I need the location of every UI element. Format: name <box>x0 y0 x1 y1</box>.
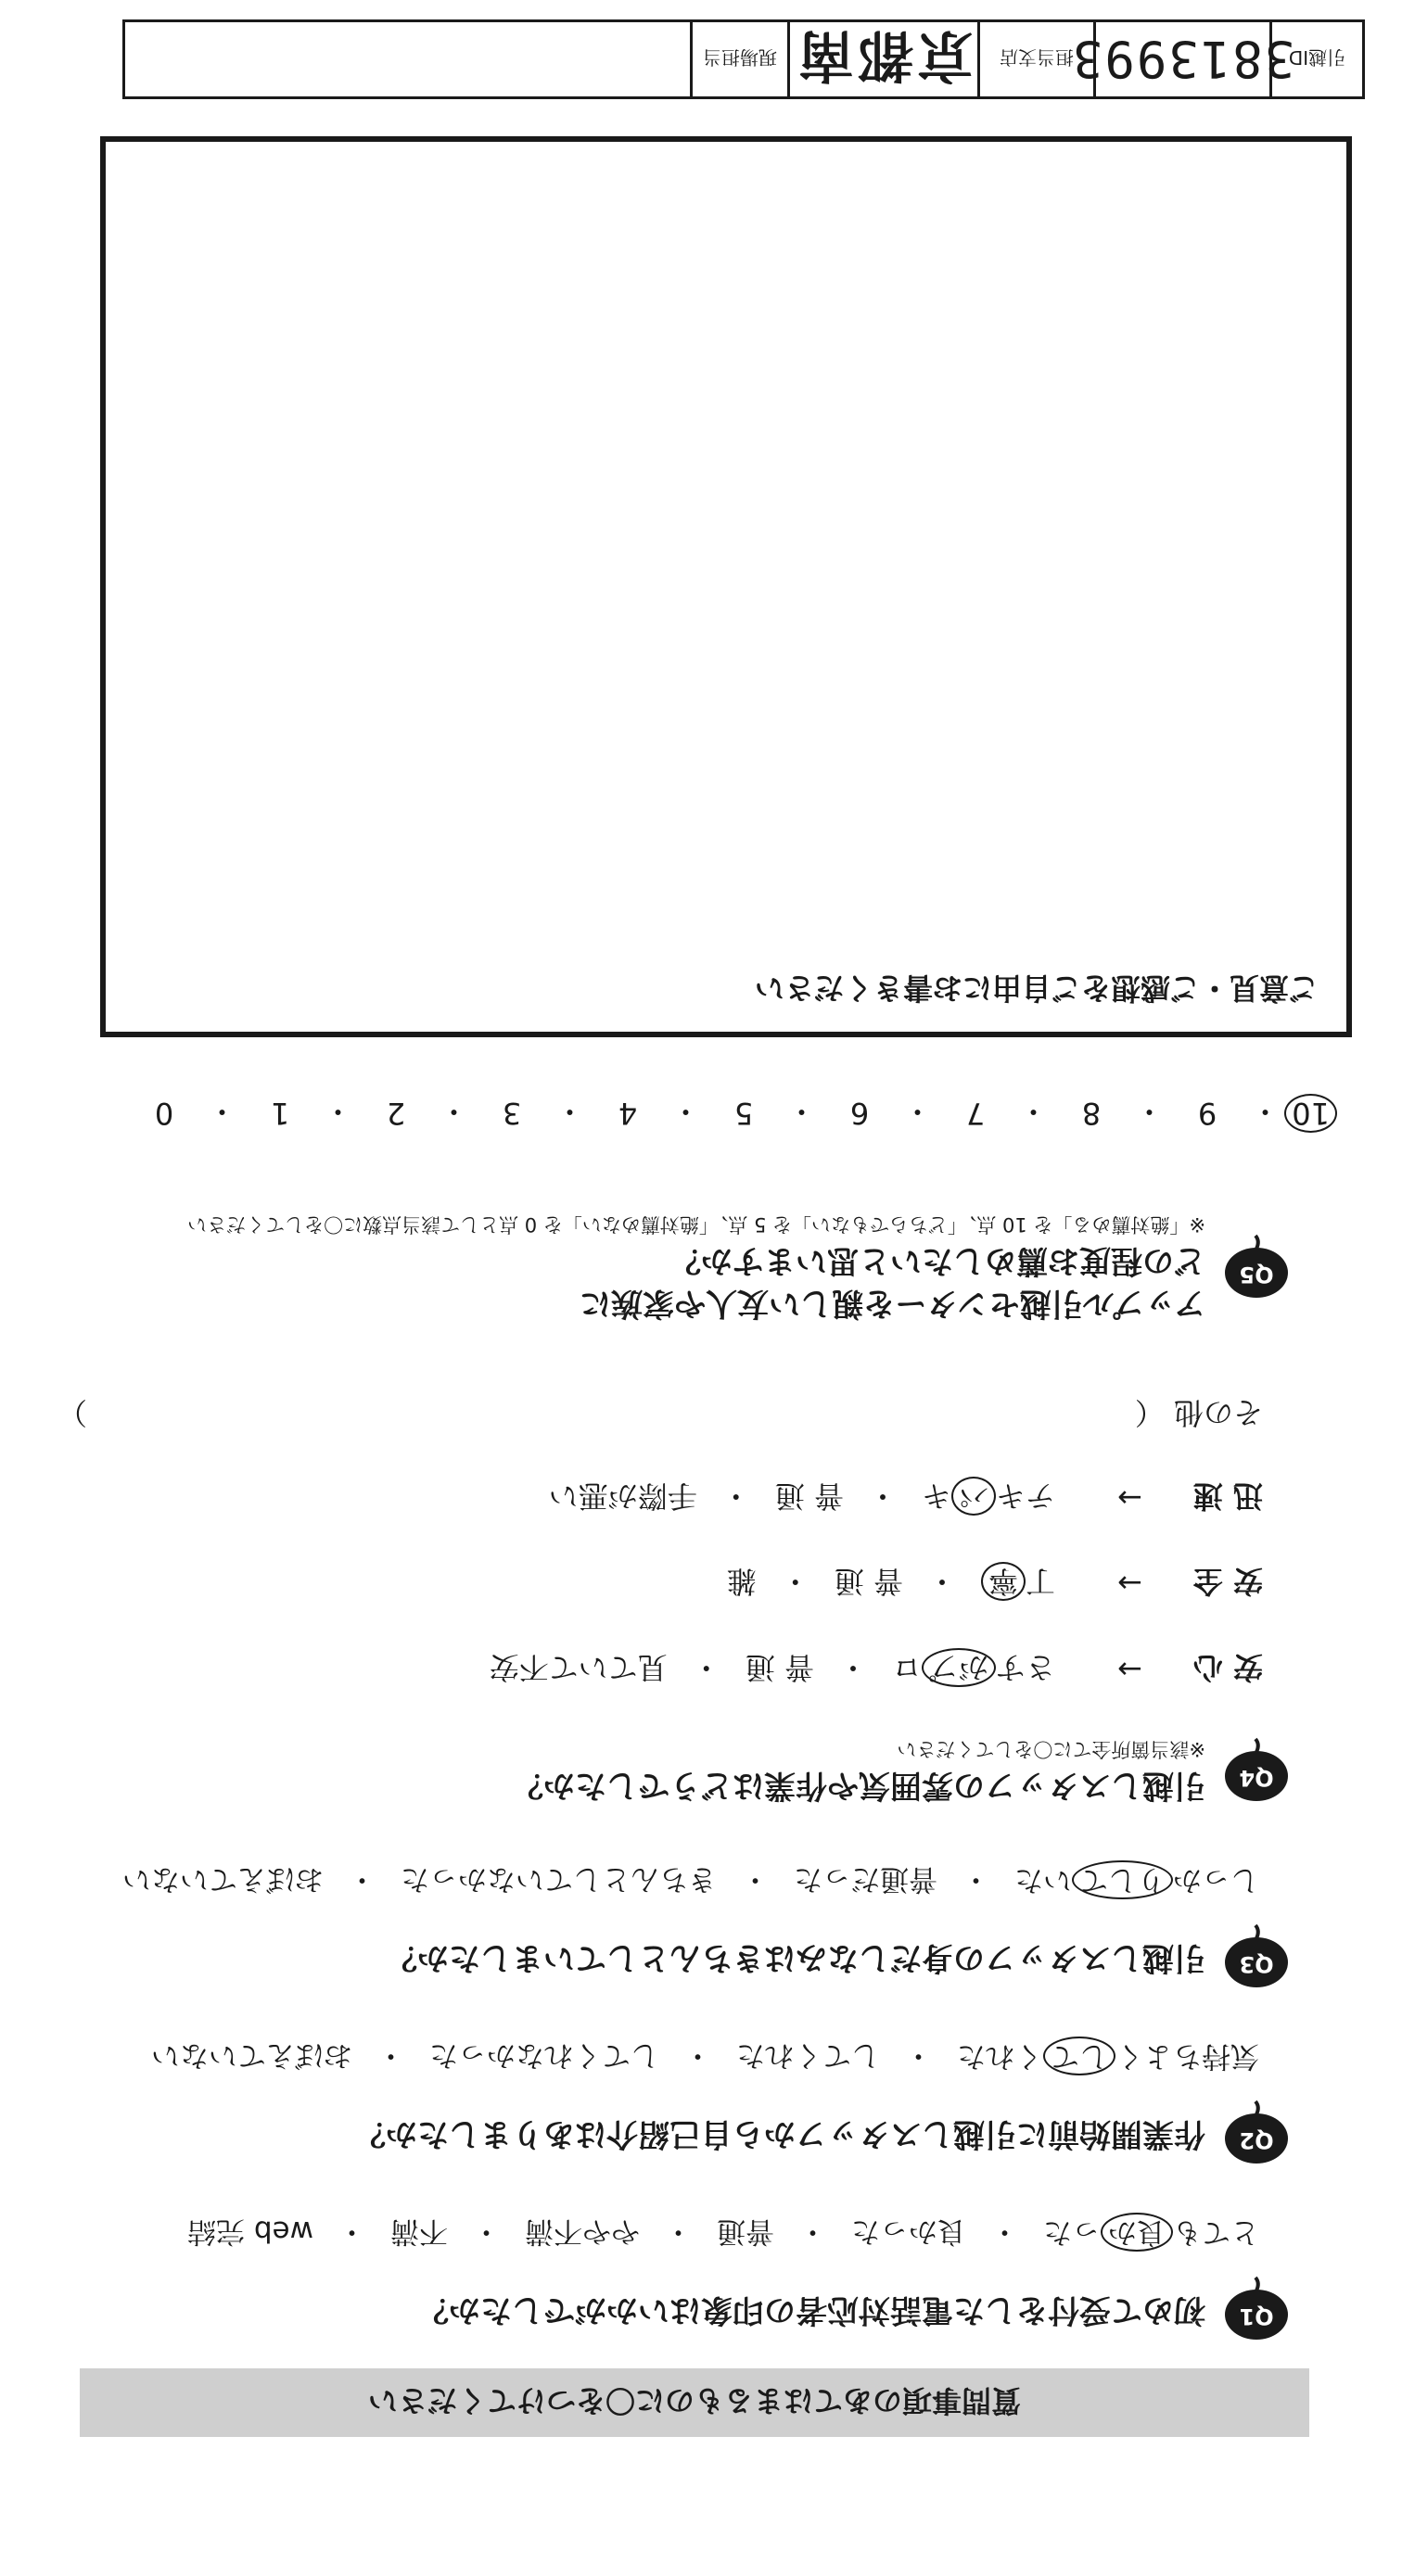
separator-dot: ・ <box>837 1650 868 1685</box>
q5-text-block <box>187 1212 1222 1325</box>
q1-text: 初めて受付をした電話対応者の印象はいかがでしたか？ <box>417 2291 1205 2329</box>
separator-dot: ・ <box>962 1862 990 1896</box>
q1-selected-mark: 良か <box>1101 2213 1173 2252</box>
q2-badge <box>1222 2100 1291 2168</box>
arrow-right-icon: → <box>1117 1652 1142 1687</box>
q4-anshin-option-1[interactable]: さすがプロ <box>891 1650 1055 1685</box>
q1-option-4[interactable]: やや不満 <box>525 2214 640 2248</box>
q4-row-jinsoku-label: 迅 速 <box>1192 1478 1263 1514</box>
separator-dot: ・ <box>323 1094 353 1129</box>
q4-text: 引越しスタッフの雰囲気や作業はどうでしたか？ <box>512 1767 1205 1804</box>
q5-score-10[interactable] <box>1292 1094 1337 1133</box>
separator-dot: ・ <box>1250 1094 1281 1129</box>
q2-option-3[interactable]: してくれなかった <box>429 2038 659 2072</box>
separator-dot: ・ <box>472 2214 501 2248</box>
q4-row-other <box>57 1393 1263 1436</box>
q2-option-2[interactable]: してくれた <box>736 2038 880 2072</box>
q4-anzen-option-1[interactable]: 丁寧 <box>977 1562 1059 1605</box>
separator-dot: ・ <box>664 2214 693 2248</box>
q5-score-6[interactable]: 6 <box>849 1096 870 1131</box>
q4-question <box>512 1736 1291 1807</box>
separator-dot: ・ <box>691 1650 721 1685</box>
separator-dot: ・ <box>1134 1094 1165 1129</box>
q5-score-4[interactable]: 4 <box>618 1096 638 1131</box>
q3-option-1[interactable]: しっかりしていた <box>1011 1860 1263 1904</box>
q3-badge <box>1222 1923 1291 1992</box>
q4-row-jinsoku <box>545 1477 1263 1519</box>
header-table <box>122 19 1365 99</box>
q5-badge <box>1222 1234 1291 1302</box>
q1-option-1[interactable]: とても良かった <box>1039 2213 1263 2256</box>
id-label: 引越ID <box>1269 22 1362 96</box>
q4-anzen-option-3[interactable]: 雑 <box>726 1564 757 1599</box>
separator-dot: ・ <box>720 1478 751 1514</box>
separator-dot: ・ <box>926 1564 957 1599</box>
q4-row-anzen <box>723 1562 1263 1605</box>
separator-dot: ・ <box>338 2214 366 2248</box>
q5-score-0[interactable]: 0 <box>154 1096 174 1131</box>
staff-name-blank[interactable] <box>125 22 690 96</box>
id-value: 3813993 <box>1093 22 1269 96</box>
separator-dot: ・ <box>741 1862 770 1896</box>
q5-label: Q5 <box>1239 1262 1274 1288</box>
q3-label: Q3 <box>1239 1951 1274 1977</box>
q1-options <box>184 2213 1263 2256</box>
q5-score-7[interactable]: 7 <box>965 1096 986 1131</box>
separator-dot: ・ <box>780 1564 810 1599</box>
q4-row-anshin <box>486 1648 1263 1691</box>
q1-option-6[interactable]: web 完結 <box>187 2214 313 2248</box>
instructions-bar: 質問事項のあてはまるものに〇をつけてください <box>80 2368 1309 2437</box>
q4-other-close: ） <box>57 1395 88 1430</box>
branch-label: 担当支店 <box>977 22 1093 96</box>
separator-dot: ・ <box>902 1094 933 1129</box>
q5-score-8[interactable]: 8 <box>1081 1096 1102 1131</box>
q4-anzen-selected-mark: 寧 <box>981 1562 1026 1601</box>
separator-dot: ・ <box>376 2038 405 2072</box>
separator-dot: ・ <box>904 2038 933 2072</box>
q3-option-3[interactable]: きちんとしていなかった <box>401 1862 717 1896</box>
q4-text-block <box>512 1736 1222 1807</box>
separator-dot: ・ <box>683 2038 712 2072</box>
q4-jinsoku-option-2[interactable]: 普 通 <box>774 1478 844 1514</box>
separator-dot: ・ <box>439 1094 469 1129</box>
separator-dot: ・ <box>670 1094 701 1129</box>
q4-anzen-option-2[interactable]: 普 通 <box>834 1564 903 1599</box>
q4-jinsoku-option-3[interactable]: 手際が悪い <box>548 1478 697 1514</box>
separator-dot: ・ <box>990 2214 1019 2248</box>
q3-question <box>386 1923 1291 1992</box>
q5-question <box>187 1212 1291 1325</box>
q4-note: ※該当箇所全てに〇をしてください <box>897 1738 1205 1760</box>
staff-label: 現場担当 <box>690 22 787 96</box>
q5-score-5[interactable]: 5 <box>733 1096 754 1131</box>
separator-dot: ・ <box>348 1862 376 1896</box>
q2-label: Q2 <box>1239 2127 1274 2153</box>
q5-score-2[interactable]: 2 <box>386 1096 406 1131</box>
q1-option-3[interactable]: 普通 <box>717 2214 774 2248</box>
branch-value: 京都南 <box>787 22 977 96</box>
q2-option-4[interactable]: おぼえていない <box>151 2038 352 2072</box>
q5-scale <box>150 1092 1337 1135</box>
q1-option-2[interactable]: 良かった <box>851 2214 966 2248</box>
q3-option-2[interactable]: 普通だった <box>794 1862 937 1896</box>
q4-anshin-selected-mark: がプ <box>922 1648 996 1687</box>
q4-row-anshin-label: 安 心 <box>1192 1650 1263 1685</box>
separator-dot: ・ <box>798 2214 827 2248</box>
arrow-right-icon: → <box>1117 1566 1142 1601</box>
comments-title: ご意見・ご感想をご自由にお書きください <box>754 971 1319 1006</box>
q1-question <box>417 2276 1291 2344</box>
q4-label: Q4 <box>1239 1765 1274 1791</box>
q2-option-1[interactable]: 気持ちよくしてくれた <box>953 2037 1263 2080</box>
separator-dot: ・ <box>554 1094 585 1129</box>
q4-badge <box>1222 1737 1291 1806</box>
q3-text: 引越しスタッフの身だしなみはきちんとしていましたか？ <box>386 1939 1205 1976</box>
q4-jinsoku-option-1[interactable]: テキパキ <box>921 1478 1055 1514</box>
q4-anshin-option-2[interactable]: 普 通 <box>745 1650 814 1685</box>
q1-badge <box>1222 2276 1291 2344</box>
q5-score-1[interactable]: 1 <box>270 1096 290 1131</box>
q2-text: 作業開始前に引越しスタッフから自己紹介はありましたか？ <box>354 2115 1205 2152</box>
comments-box[interactable] <box>100 136 1352 1037</box>
q5-text-line1: アップル引越センターを親しい友人や家族に <box>580 1285 1205 1322</box>
separator-dot: ・ <box>786 1094 817 1129</box>
q3-option-4[interactable]: おぼえていない <box>122 1862 324 1896</box>
q5-note: ※「絶対薦める」を 10 点、「どちらでもない」を 5 点、「絶対薦めない」を 0 点として該当点数に〇をしてください <box>187 1213 1205 1236</box>
q3-options <box>119 1860 1263 1904</box>
q1-option-5[interactable]: 不満 <box>390 2214 448 2248</box>
q3-selected-mark: りして <box>1072 1860 1173 1899</box>
q4-other-label: その他 （ <box>1134 1395 1263 1430</box>
q5-score-9[interactable]: 9 <box>1197 1096 1217 1131</box>
q5-score-3[interactable]: 3 <box>502 1096 522 1131</box>
separator-dot: ・ <box>1018 1094 1049 1129</box>
q2-options <box>147 2037 1263 2080</box>
q4-jinsoku-selected-mark: パ <box>951 1477 996 1516</box>
separator-dot: ・ <box>867 1478 898 1514</box>
q4-anshin-option-3[interactable]: 見ていて不安 <box>489 1650 668 1685</box>
separator-dot: ・ <box>207 1094 237 1129</box>
q2-selected-mark: して <box>1043 2037 1115 2075</box>
q5-selected-mark: 10 <box>1284 1094 1337 1133</box>
q1-label: Q1 <box>1239 2303 1274 2329</box>
arrow-right-icon: → <box>1117 1480 1142 1516</box>
q2-question <box>354 2100 1291 2168</box>
q5-text-line2: どの程度お薦めしたいと思いますか？ <box>669 1242 1205 1279</box>
q4-row-anzen-label: 安 全 <box>1192 1564 1263 1599</box>
